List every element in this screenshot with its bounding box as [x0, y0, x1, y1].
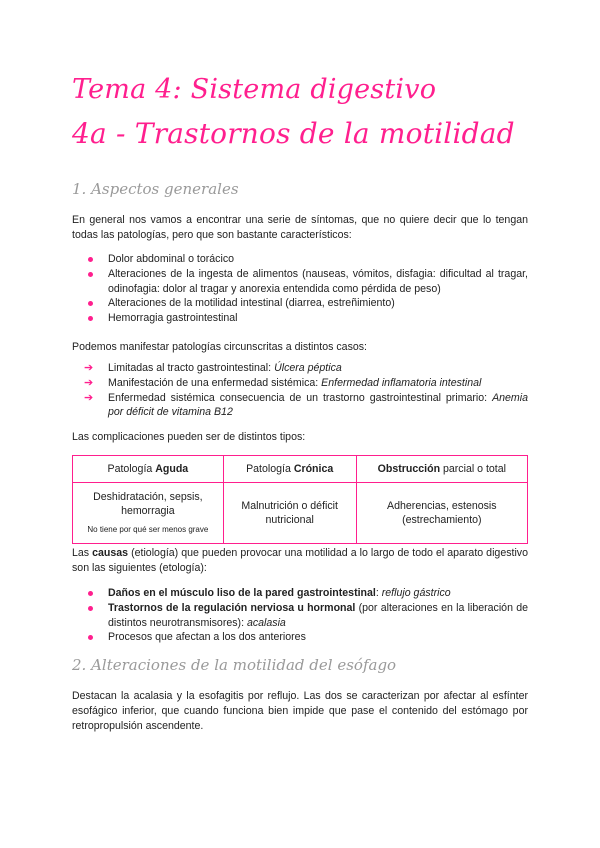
list-item: Trastornos de la regulación nerviosa u hormonal (por alteraciones en la liberación de distintos neurotransmisores): acalasia: [72, 601, 528, 631]
page-subtitle: 4a - Trastornos de la motilidad: [72, 117, 515, 150]
bullet-icon: [88, 606, 93, 611]
table-cell: Deshidratación, sepsis, hemorragia No tiene por qué ser menos grave: [73, 483, 224, 544]
section-heading-esofago: 2. Alteraciones de la motilidad del esófago: [72, 656, 397, 674]
bullet-icon: [88, 272, 93, 277]
table-header-cell: Patología Crónica: [223, 456, 356, 483]
table-header-cell: Patología Aguda: [73, 456, 224, 483]
section-heading-aspectos: 1. Aspectos generales: [72, 180, 239, 198]
bullet-icon: [88, 301, 93, 306]
table-cell: Malnutrición o déficit nutricional: [223, 483, 356, 544]
complications-intro: Las complicaciones pueden ser de distintos tipos:: [72, 431, 306, 443]
list-item: Alteraciones de la ingesta de alimentos (nauseas, vómitos, disfagia: dificultad al tragar, odinofagia: dolor al tragar y anorexia entendida como pérdida de peso): [72, 267, 528, 297]
esofago-paragraph: Destacan la acalasia y la esofagitis por reflujo. Las dos se caracterizan por afectar al esfínter esofágico inferior, que cuando funciona bien impide que pase el contenido del estómago por retropropulsión ascendente.: [72, 690, 528, 732]
causes-paragraph: Las causas (etiología) que pueden provocar una motilidad a lo largo de todo el aparato digestivo son las siguientes (etología):: [72, 547, 528, 574]
intro-paragraph: En general nos vamos a encontrar una serie de síntomas, que no quiere decir que lo tengan todas las patologías, pero que son bastante característicos:: [72, 214, 528, 241]
causes-list: [72, 586, 528, 645]
list-item: Alteraciones de la motilidad intestinal (diarrea, estreñimiento): [72, 296, 528, 311]
cases-intro: Podemos manifestar patologías circunscritas a distintos casos:: [72, 341, 367, 353]
table-header-row: [73, 456, 528, 483]
table-cell: Adherencias, estenosis (estrechamiento): [356, 483, 527, 544]
complications-table: [72, 455, 528, 544]
table-cell-note: No tiene por qué ser menos grave: [87, 524, 209, 534]
list-item: ➔ Limitadas al tracto gastrointestinal: Úlcera péptica: [84, 362, 342, 374]
arrow-right-icon: ➔: [84, 376, 94, 389]
page-title: Tema 4: Sistema digestivo: [72, 74, 437, 105]
symptoms-list: [72, 252, 528, 326]
list-item: Hemorragia gastrointestinal: [72, 311, 528, 326]
table-header-cell: Obstrucción parcial o total: [356, 456, 527, 483]
bullet-icon: [88, 591, 93, 596]
list-item: Daños en el músculo liso de la pared gastrointestinal: reflujo gástrico: [72, 586, 528, 601]
list-item: Procesos que afectan a los dos anteriores: [72, 630, 528, 645]
bullet-icon: [88, 635, 93, 640]
arrow-right-icon: ➔: [84, 391, 94, 404]
arrow-right-icon: ➔: [84, 362, 94, 374]
bullet-icon: [88, 316, 93, 321]
table-row: [73, 483, 528, 544]
list-item: ➔ Manifestación de una enfermedad sistémica: Enfermedad inflamatoria intestinal: [84, 376, 482, 389]
list-item: ➔ Enfermedad sistémica consecuencia de un trastorno gastrointestinal primario: Anemia por déficit de vitamina B12: [84, 391, 528, 419]
list-item: Dolor abdominal o torácico: [72, 252, 528, 267]
bullet-icon: [88, 257, 93, 262]
cases-list: [72, 361, 528, 420]
